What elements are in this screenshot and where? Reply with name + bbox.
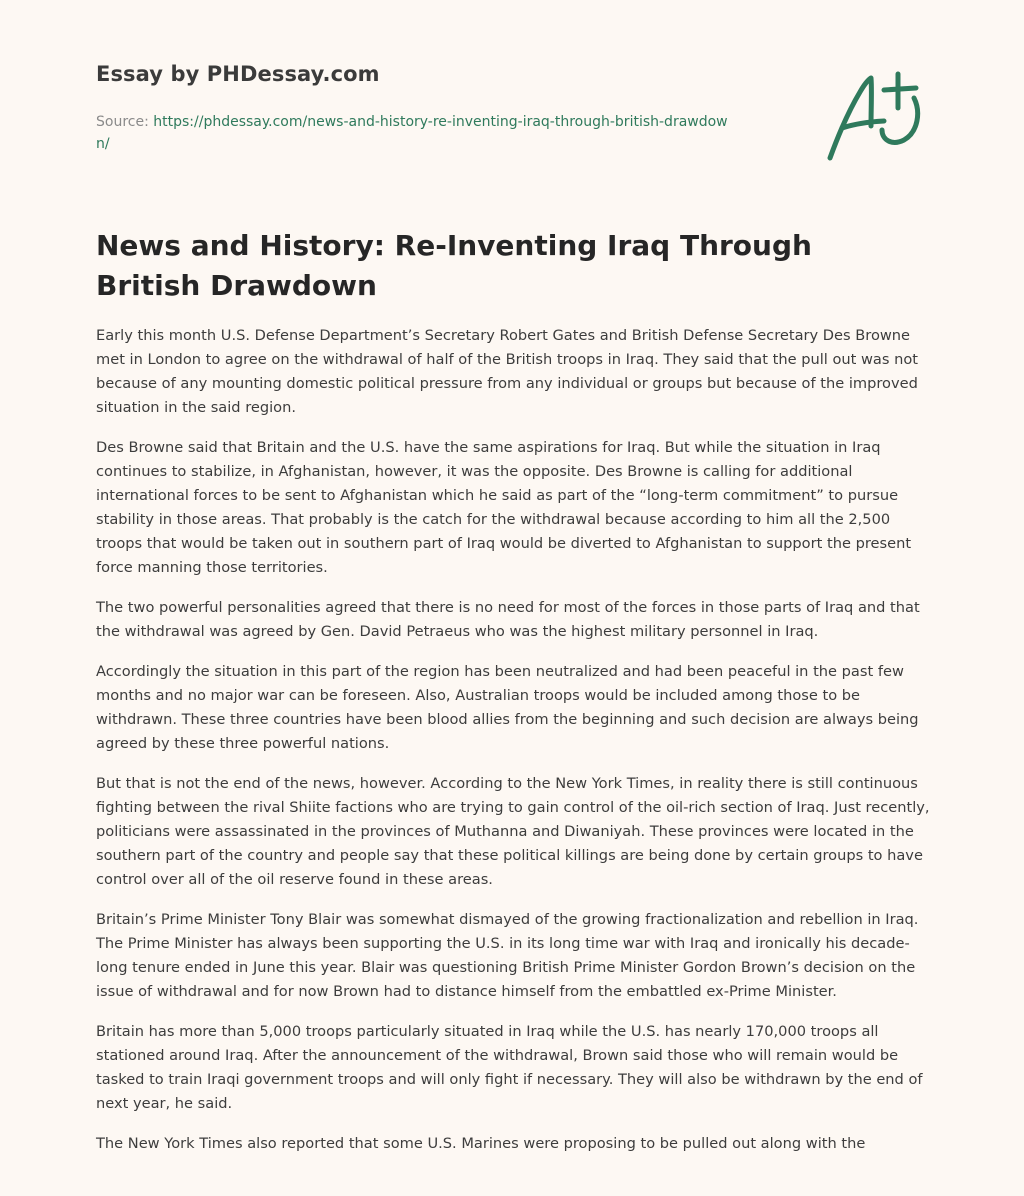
article-paragraph: The New York Times also reported that some U.S. Marines were proposing to be pulled out along with the xyxy=(96,1135,866,1152)
essay-page xyxy=(96,0,936,1152)
a-plus-logo-icon xyxy=(824,68,924,164)
article-paragraph: Britain’s Prime Minister Tony Blair was somewhat dismayed of the growing fractionalization and rebellion in Iraq. The Prime Minister has always been supporting the U.S. in its long time war with Iraq and ironically his decade-long tenure ended in June this year. Blair was questioning British Prime Minister Gordon Brown’s decision on the issue of withdrawal and for now Brown had to distance himself from the embattled ex-Prime Minister. xyxy=(96,911,919,1000)
source-label: Source: xyxy=(96,114,154,130)
article-paragraph: Accordingly the situation in this part of the region has been neutralized and had been peaceful in the past few months and no major war can be foreseen. Also, Australian troops would be included among those to be withdrawn. These three countries have been blood allies from the beginning and such decision are always being agreed by these three powerful nations. xyxy=(96,663,919,752)
article-paragraph: The two powerful personalities agreed that there is no need for most of the forces in those parts of Iraq and that the withdrawal was agreed by Gen. David Petraeus who was the highest military personnel in Iraq. xyxy=(96,599,920,640)
article-paragraph: Early this month U.S. Defense Department’s Secretary Robert Gates and British Defense Secretary Des Browne met in London to agree on the withdrawal of half of the British troops in Iraq. They said that the pull out was not because of any mounting domestic political pressure from any individual or groups but because of the improved situation in the said region. xyxy=(96,327,919,416)
page-header xyxy=(96,0,936,180)
site-brand: Essay by PHDessay.com xyxy=(96,62,380,86)
article-title: News and History: Re-Inventing Iraq Through British Drawdown xyxy=(96,229,812,302)
source-line xyxy=(96,111,736,155)
article-paragraph: Des Browne said that Britain and the U.S. have the same aspirations for Iraq. But while the situation in Iraq continues to stabilize, in Afghanistan, however, it was the opposite. Des Browne is calling for additional international forces to be sent to Afghanistan which he said as part of the “long-term commitment” to pursue stability in those areas. That probably is the catch for the withdrawal because according to him all the 2,500 troops that would be taken out in southern part of Iraq would be diverted to Afghanistan to support the present force manning those territories. xyxy=(96,439,912,576)
article-body xyxy=(96,324,936,1172)
article-paragraph: But that is not the end of the news, however. According to the New York Times, in reality there is still continuous fighting between the rival Shiite factions who are trying to gain control of the oil-rich section of Iraq. Just recently, politicians were assassinated in the provinces of Muthanna and Diwaniyah. These provinces were located in the southern part of the country and people say that these political killings are being done by certain groups to have control over all of the oil reserve found in these areas. xyxy=(96,775,930,888)
article-paragraph: Britain has more than 5,000 troops particularly situated in Iraq while the U.S. has nearly 170,000 troops all stationed around Iraq. After the announcement of the withdrawal, Brown said those who will remain would be tasked to train Iraqi government troops and will only fight if necessary. They will also be withdrawn by the end of next year, he said. xyxy=(96,1023,923,1112)
source-link[interactable]: https://phdessay.com/news-and-history-re-inventing-iraq-through-british-drawdown/ xyxy=(96,114,728,152)
